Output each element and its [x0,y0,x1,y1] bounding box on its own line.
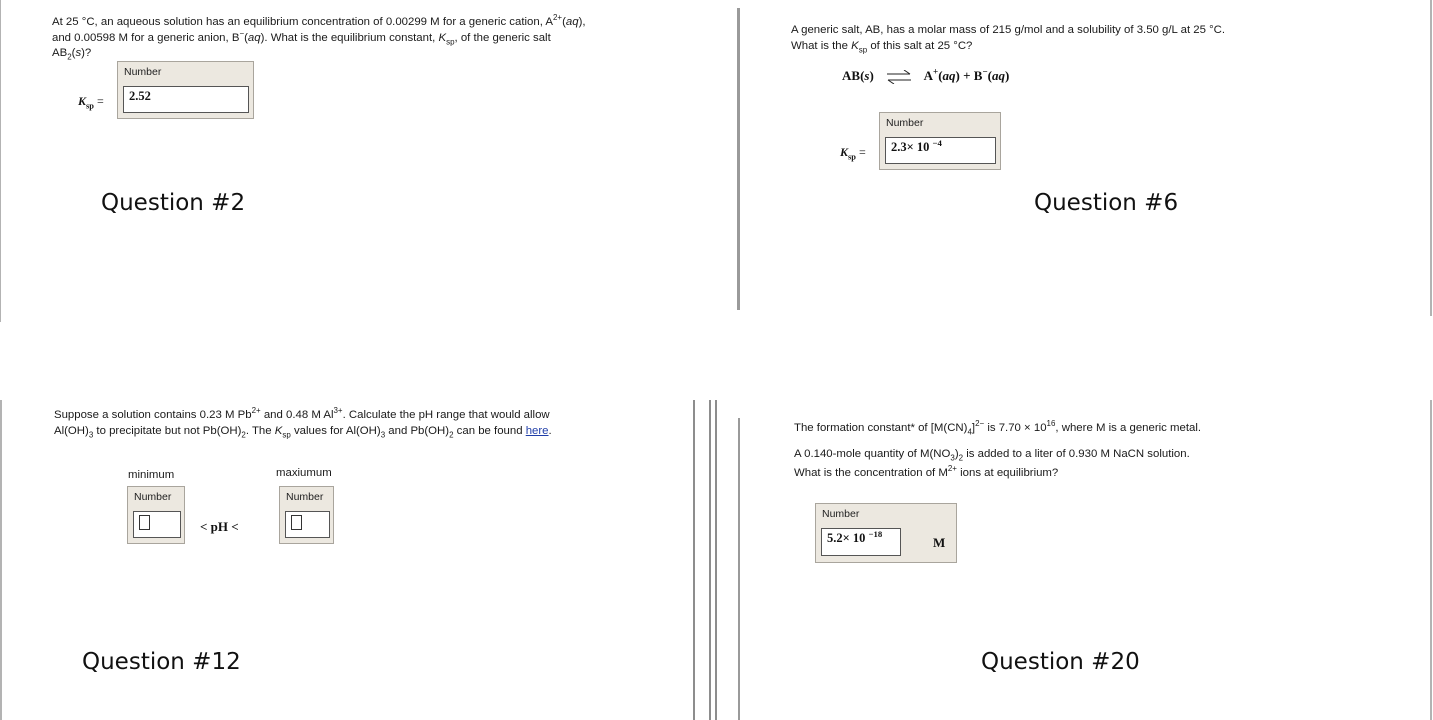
left-edge-line-bottom [0,400,2,720]
q2-label: Question #2 [101,190,246,216]
here-link[interactable]: here [525,424,549,437]
empty-answer-icon [291,515,302,530]
center-divider-bottom-d [738,418,740,720]
q2-number-box [117,61,254,119]
q12-max-number-label: Number [286,491,324,503]
left-edge-line-top [0,0,1,322]
q6-number-label: Number [886,117,924,129]
q12-min-input[interactable] [133,511,181,538]
q2-question-text: At 25 °C, an aqueous solution has an equilibrium concentration of 0.00299 M for a generic cation, $A^{2+}(aq)$, and 0.00598 M for a generic anion, B−(aq). What is the equilibrium constant, $K_{sp}$, of the generic salt $AB_2(s)$? [52,13,586,62]
q12-max-number-box [279,486,334,544]
q12-min-label: minimum [128,469,175,481]
q20-label: Question #20 [981,649,1140,675]
q12-min-number-label: Number [134,491,172,503]
q6-label: Question #6 [1034,190,1179,216]
q12-min-number-box [127,486,185,544]
q6-question-text: A generic salt, AB, has a molar mass of 215 g/mol and a solubility of 3.50 g/L at 25 °C. What is the $K_{sp}$ of this salt at 25 °C? [791,24,1226,54]
q20-number-label: Number [822,508,860,520]
q6-equation: AB(s) A+(aq) + B−(aq) [842,66,1010,83]
right-edge-line-bottom [1430,400,1432,720]
q12-label: Question #12 [82,649,241,675]
center-divider-bottom-b [709,400,711,720]
right-edge-line-top [1430,0,1432,316]
empty-answer-icon [139,515,150,530]
q2-ksp-label: $K_{sp}$ = [78,94,104,111]
q12-max-label: maxiumum [276,467,332,479]
q20-unit: M [933,535,946,550]
equilibrium-arrows-icon [885,70,913,84]
center-divider-bottom-a [693,400,695,720]
q2-number-label: Number [124,66,162,78]
q20-number-box [815,503,957,563]
center-divider-bottom-c [715,400,717,720]
q12-ph-text: < pH < [200,519,239,534]
q20-question-text: The formation constant* of $[M(CN)_4]^{2-}$ is $7.70 \times 10^{16}$, where M is a generic metal. A 0.140-mole quantity of $M(NO_3)_2$ is added to a liter of 0.930 M NaCN solution. What is the concentration of $M^{2+}$ ions at equilibrium? [794,419,1202,479]
q6-ksp-label: $K_{sp}$ = [840,145,866,162]
center-divider-top [737,8,740,310]
q6-number-box [879,112,1001,170]
q2-answer-input[interactable]: 2.52 [123,86,249,113]
q12-max-input[interactable] [285,511,330,538]
q12-question-text: Suppose a solution contains 0.23 M $Pb^{2+}$ and 0.48 M $Al^{3+}$. Calculate the pH range that would allow $Al(OH)_3$ to precipitate but not $Pb(OH)_2$. The $K_{sp}$ values for $Al(OH)_3$ and $Pb(OH)_2$ can be found here. [54,406,552,439]
q6-answer-input[interactable]: 2.3× 10 $^{-4}$ [885,137,996,164]
q20-answer-input[interactable]: 5.2× 10 $^{-18}$ [821,528,901,556]
